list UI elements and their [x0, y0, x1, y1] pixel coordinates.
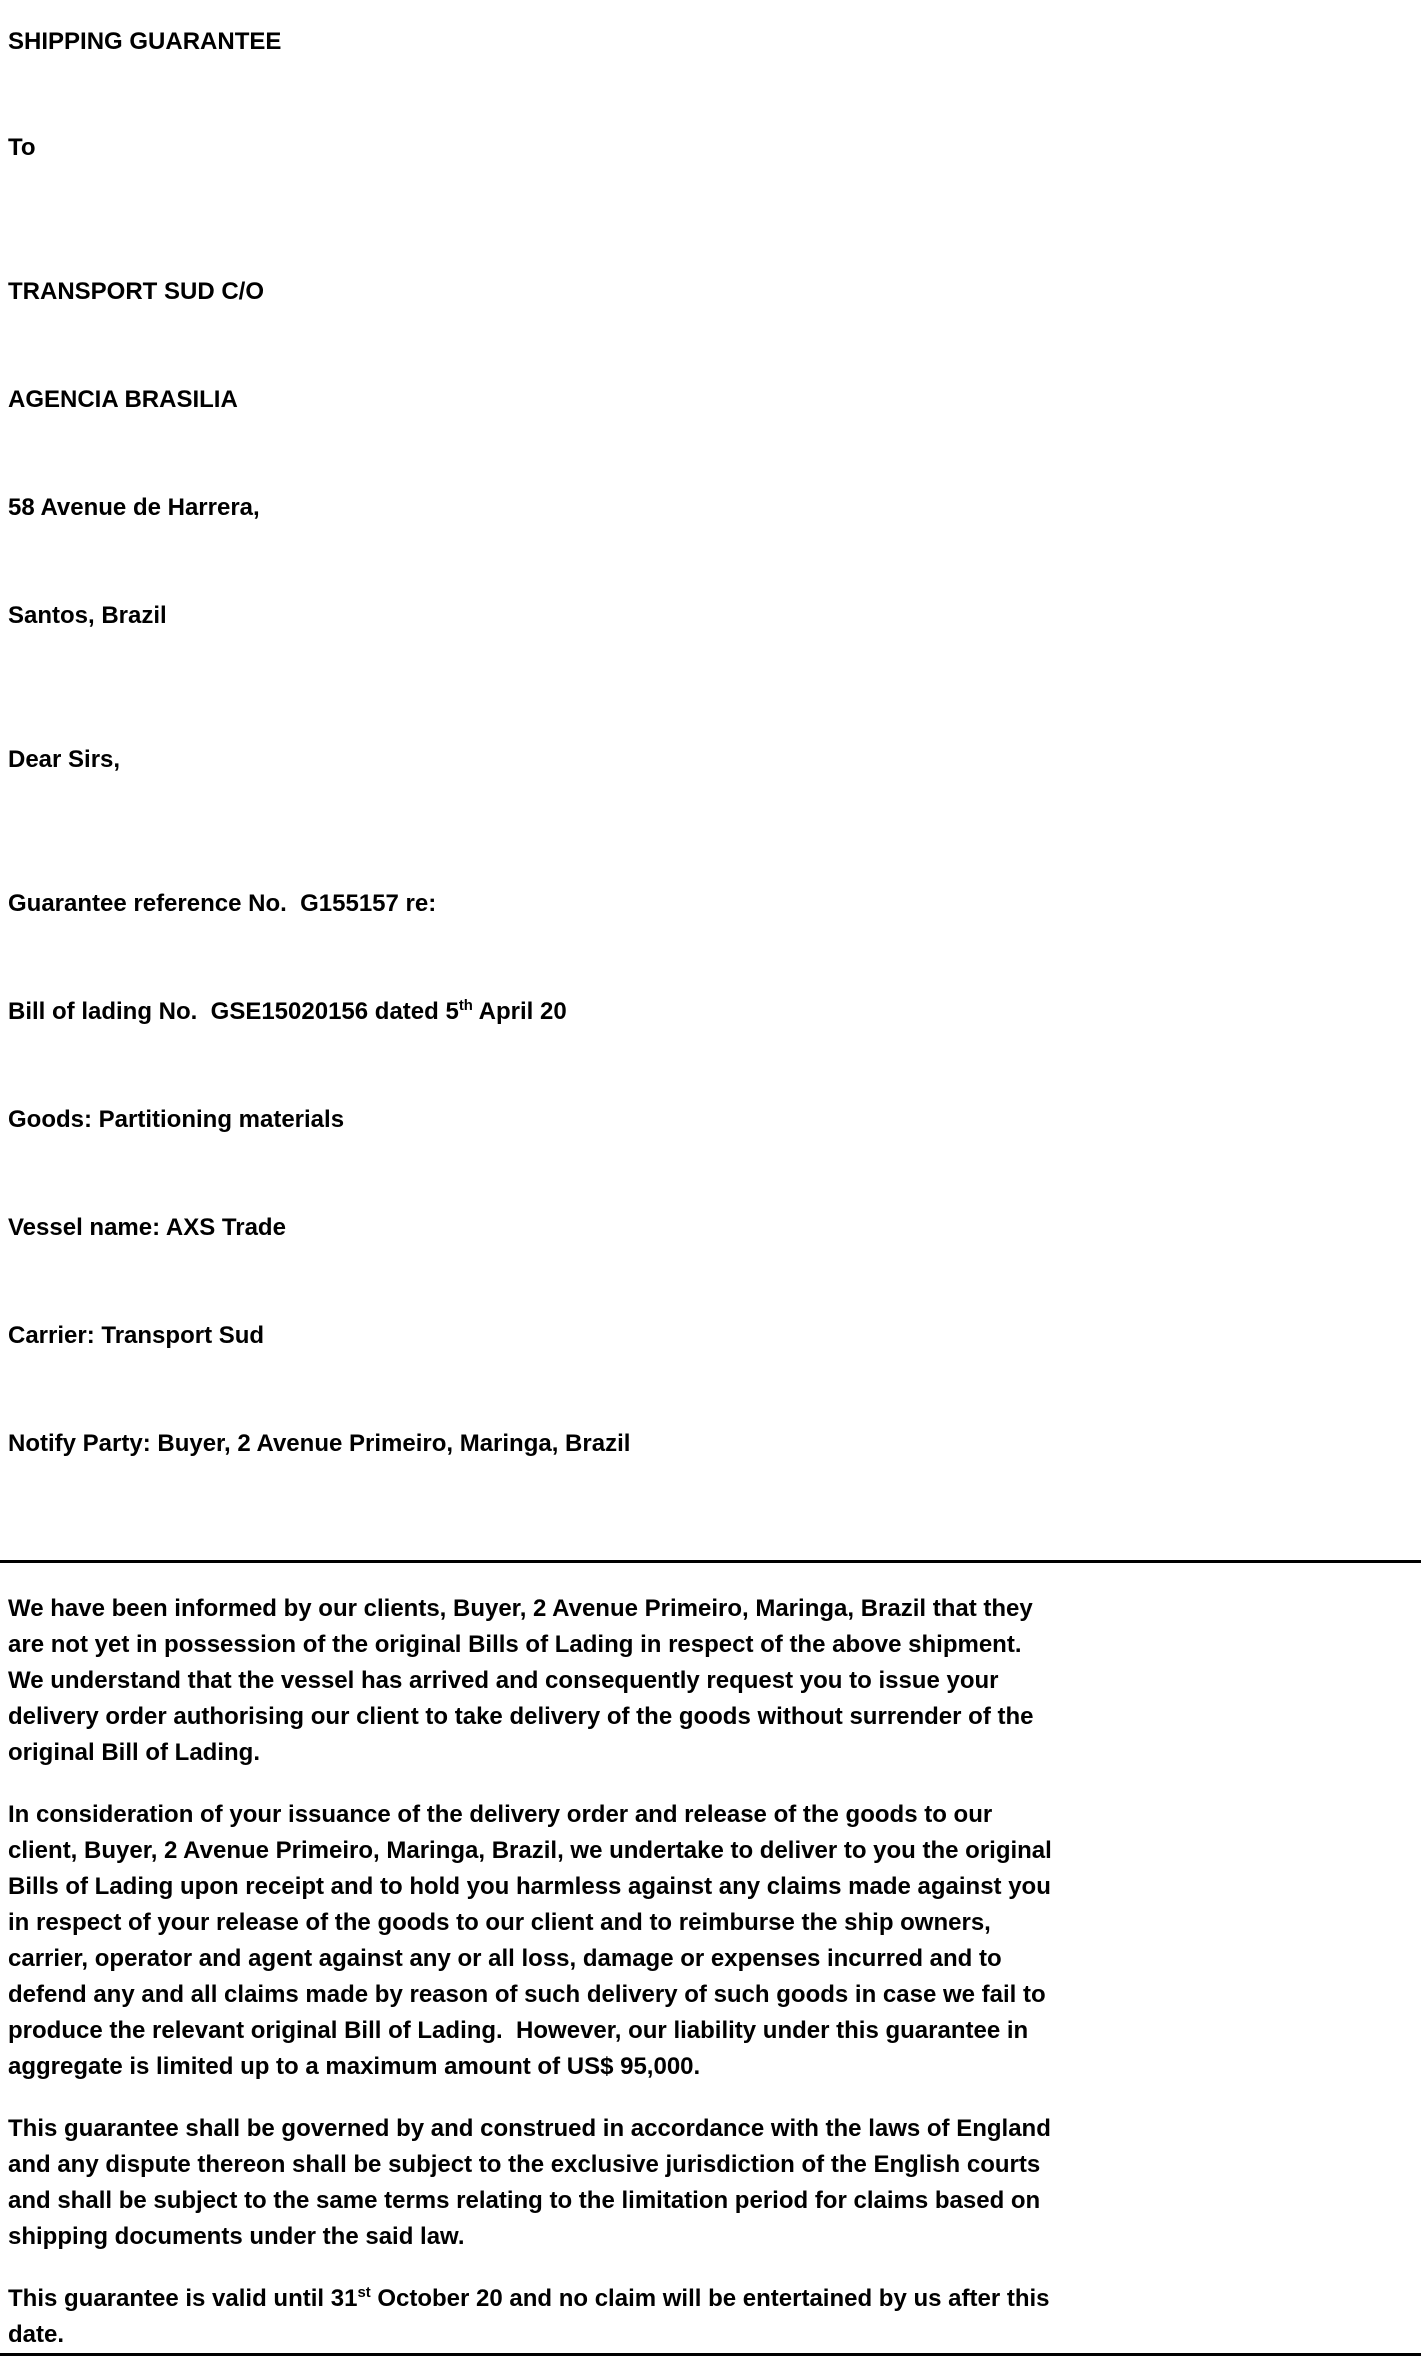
notify-party-line: Notify Party: Buyer, 2 Avenue Primeiro, Maringa, Brazil [8, 1430, 631, 1457]
clause-validity [8, 2281, 1056, 2353]
clause-governing-law: This guarantee shall be governed by and construed in accordance with the laws of England and any dispute thereon shall be subject to the exclusive jurisdiction of the English courts and shall be subject to the same terms relating to the limitation period for claims based on shipping documents under the said law. [8, 2115, 1058, 2250]
address-line: AGENCIA BRASILIA [8, 386, 238, 413]
guarantee-reference-line: Guarantee reference No. G155157 re: [8, 890, 437, 917]
address-line: Santos, Brazil [8, 602, 167, 629]
bill-of-lading-text: Bill of lading No. GSE15020156 dated 5 [8, 998, 459, 1025]
recipient-address [8, 202, 1056, 706]
address-line: TRANSPORT SUD C/O [8, 278, 265, 305]
ordinal-suffix: th [458, 998, 473, 1014]
top-divider [0, 1560, 1421, 1563]
recipient-to-label: To [8, 134, 36, 161]
clause-informed: We have been informed by our clients, Buyer, 2 Avenue Primeiro, Maringa, Brazil that they are not yet in possession of the original Bills of Lading in respect of the above shipment. We understand that the vessel has arrived and consequently request you to issue your delivery order authorising our client to take delivery of the goods without surrender of the original Bill of Lading. [8, 1595, 1041, 1766]
vessel-name-line: Vessel name: AXS Trade [8, 1214, 286, 1241]
ordinal-suffix: st [357, 2285, 371, 2301]
validity-text: This guarantee is valid until 31 [8, 2285, 358, 2312]
document-title: SHIPPING GUARANTEE [8, 28, 282, 55]
greeting: Dear Sirs, [8, 746, 121, 773]
bill-of-lading-date: April 20 [472, 998, 567, 1025]
bill-of-lading-line [8, 994, 1056, 1030]
shipment-reference-block [8, 814, 1056, 1534]
clause-consideration: In consideration of your issuance of the delivery order and release of the goods to our client, Buyer, 2 Avenue Primeiro, Maringa, Brazil, we undertake to deliver to you the original Bills of Lading upon receipt and to hold you harmless against any claims made against you in respect of your release of the goods to our client and to reimburse the ship owners, carrier, operator and agent against any or all loss, damage or expenses incurred and to defend any and all claims made by reason of such delivery of such goods in case we fail to produce the relevant original Bill of Lading. However, our liability under this guarantee in aggregate is limited up to a maximum amount of US$ 95,000. [8, 1801, 1059, 2080]
goods-line: Goods: Partitioning materials [8, 1106, 345, 1133]
carrier-line: Carrier: Transport Sud [8, 1322, 265, 1349]
validity-date-text: October 20 and no claim will be entertained by us after this date. [8, 2285, 1057, 2348]
address-line: 58 Avenue de Harrera, [8, 494, 260, 521]
